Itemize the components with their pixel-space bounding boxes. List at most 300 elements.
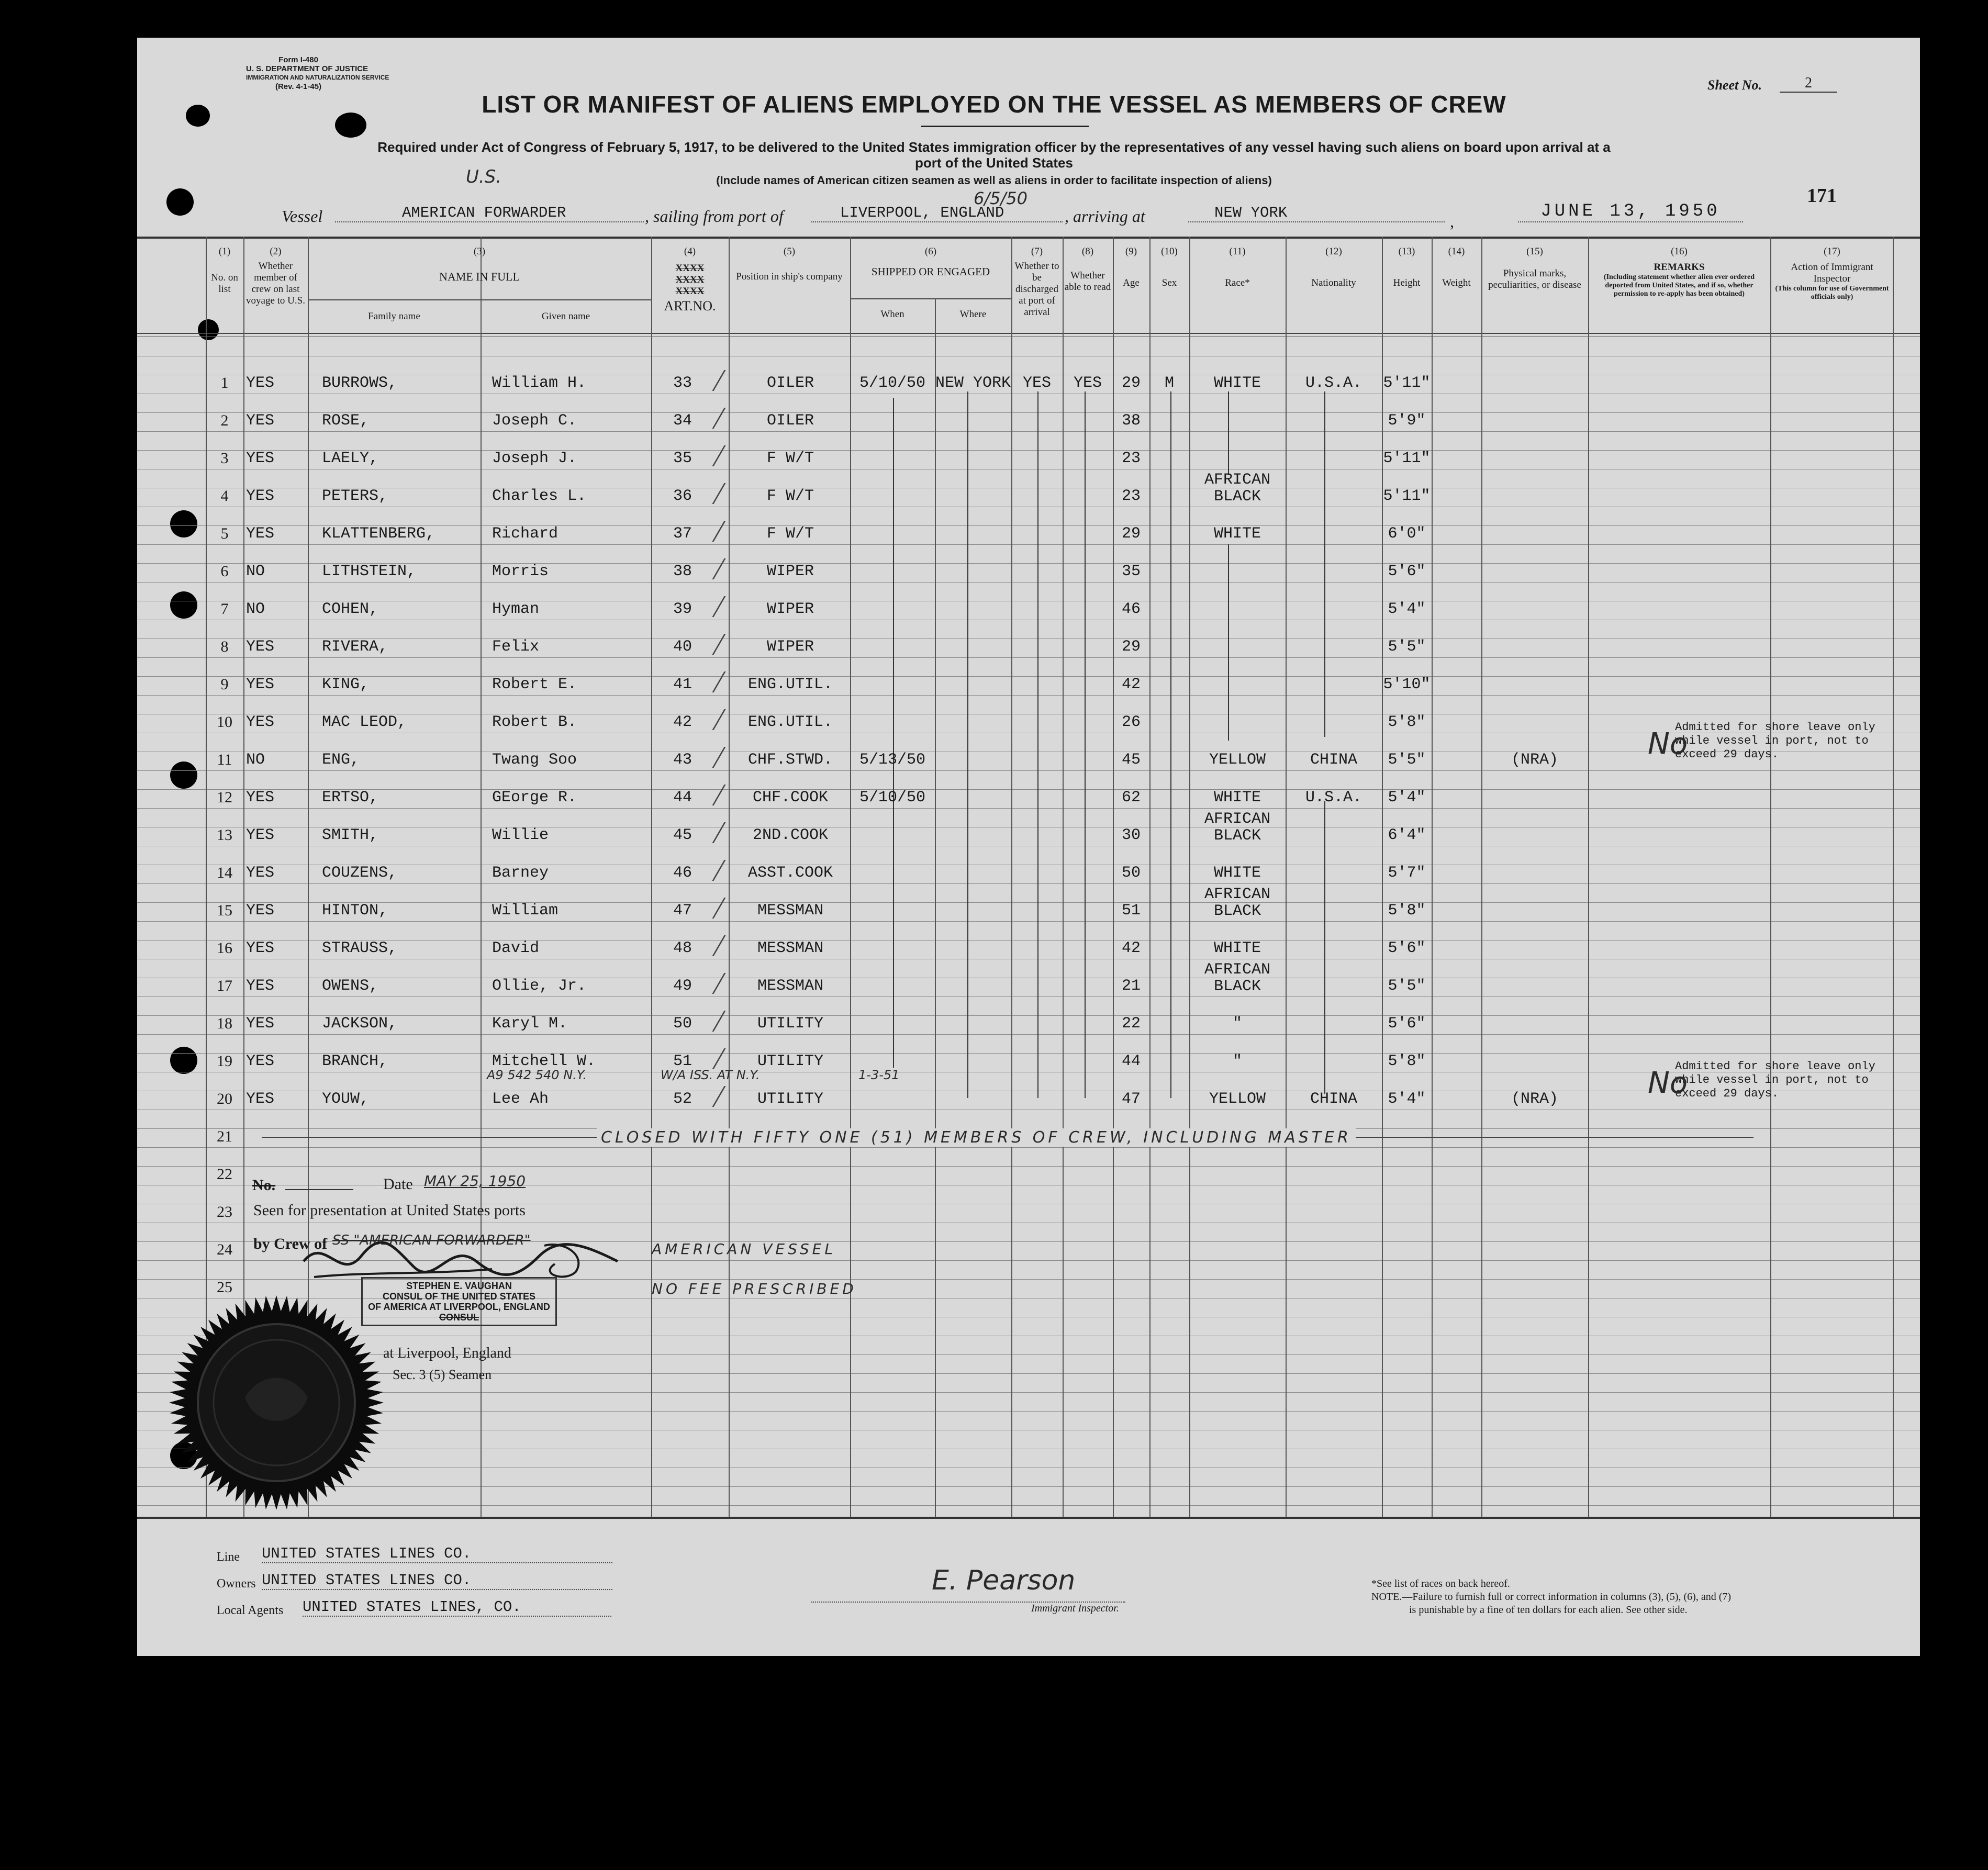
row-11-family: ENG, bbox=[322, 751, 360, 769]
row-19-art: 51 bbox=[673, 1052, 692, 1070]
footer-owners-label: Owners bbox=[217, 1577, 256, 1591]
row-10-age: 26 bbox=[1121, 713, 1141, 731]
row-15-given: William bbox=[492, 902, 559, 920]
row-5-family: KLATTENBERG, bbox=[322, 525, 435, 543]
row-14-art: 46 bbox=[673, 864, 692, 882]
vessel-prefix-handwritten: U.S. bbox=[466, 166, 502, 187]
row-12-art: 44 bbox=[673, 789, 692, 807]
row-15-pos: MESSMAN bbox=[757, 902, 824, 920]
col-7-number: (7) bbox=[1031, 246, 1043, 257]
row-13-age: 30 bbox=[1121, 826, 1141, 844]
col-line bbox=[1286, 237, 1287, 1517]
row-8-no: 8 bbox=[220, 638, 229, 655]
row-1-pos: OILER bbox=[766, 374, 814, 392]
row-14-pos: ASST.COOK bbox=[747, 864, 833, 882]
row-7-no: 7 bbox=[220, 600, 229, 618]
row-number-25: 25 bbox=[217, 1279, 232, 1296]
row-13-no: 13 bbox=[217, 826, 232, 844]
row-9-last: YES bbox=[246, 676, 275, 693]
row-8-height: 5'5" bbox=[1388, 638, 1426, 656]
col-9-header bbox=[1113, 246, 1149, 289]
col-line bbox=[1481, 237, 1482, 1517]
row-1-nat: U.S.A. bbox=[1305, 374, 1362, 392]
row-16-no: 16 bbox=[217, 939, 232, 957]
col-line bbox=[1432, 237, 1433, 1517]
col-3-title: NAME IN FULL bbox=[439, 270, 520, 283]
row-6-no: 6 bbox=[220, 563, 229, 580]
col-2-number: (2) bbox=[270, 246, 282, 257]
row-6-given: Morris bbox=[492, 563, 549, 580]
row-1-where: NEW YORK bbox=[935, 374, 1011, 392]
col-8-header bbox=[1063, 246, 1113, 293]
row-20-given: Lee Ah bbox=[492, 1090, 549, 1108]
sailing-date-handwritten: 6/5/50 bbox=[974, 188, 1027, 208]
row-1-when: 5/10/50 bbox=[859, 374, 926, 392]
row-16-race: WHITE bbox=[1213, 939, 1261, 957]
row-5-no: 5 bbox=[220, 525, 229, 542]
row-17-art: 49 bbox=[673, 977, 692, 995]
col-line bbox=[1011, 237, 1012, 1517]
col-3-header bbox=[308, 246, 651, 283]
row-16-family: STRAUSS, bbox=[322, 939, 398, 957]
row-2-art: 34 bbox=[673, 412, 692, 430]
col-4-title: ART.NO. bbox=[664, 298, 716, 313]
header-bottom-rule-2 bbox=[137, 336, 1920, 337]
row-3-given: Joseph J. bbox=[492, 450, 577, 467]
col-16-number: (16) bbox=[1671, 246, 1688, 257]
row-5-last: YES bbox=[246, 525, 275, 543]
row-1-read: YES bbox=[1073, 374, 1102, 392]
row-9-no: 9 bbox=[220, 676, 229, 693]
row-18-last: YES bbox=[246, 1015, 275, 1033]
row-15-height: 5'8" bbox=[1388, 902, 1426, 920]
col-9-title: Age bbox=[1123, 277, 1140, 288]
consul-role: CONSUL bbox=[439, 1312, 479, 1323]
ruled-line bbox=[137, 657, 1920, 658]
row-13-last: YES bbox=[246, 826, 275, 844]
row-2-pos: OILER bbox=[766, 412, 814, 430]
row-19-pos: UTILITY bbox=[757, 1052, 824, 1070]
row-15-race: AFRICAN BLACK bbox=[1204, 886, 1271, 920]
col-2-title: Whether member of crew on last voyage to U.S. bbox=[246, 261, 305, 306]
row-19-last: YES bbox=[246, 1052, 275, 1070]
row-11-pos: CHF.STWD. bbox=[747, 751, 833, 769]
name-subheader-rule bbox=[308, 299, 651, 300]
handwritten-no-mark: No bbox=[1648, 1066, 1688, 1100]
shipped-subheader-rule bbox=[850, 298, 1011, 299]
row-14-race: WHITE bbox=[1213, 864, 1261, 882]
footer-line-value: UNITED STATES LINES CO. bbox=[262, 1545, 612, 1563]
row-17-age: 21 bbox=[1121, 977, 1141, 995]
row-20-family: YOUW, bbox=[322, 1090, 370, 1108]
ruled-line bbox=[137, 695, 1920, 696]
row-12-height: 5'4" bbox=[1388, 789, 1426, 807]
col-line bbox=[1588, 237, 1589, 1517]
col-line bbox=[1063, 237, 1064, 1517]
col-15-title: Physical marks, peculiarities, or disease bbox=[1488, 268, 1581, 290]
sailing-label: , sailing from port of bbox=[645, 207, 784, 226]
row-17-pos: MESSMAN bbox=[757, 977, 824, 995]
row-10-no: 10 bbox=[217, 713, 232, 731]
row-15-family: HINTON, bbox=[322, 902, 388, 920]
certification-line-2: by Crew of bbox=[253, 1235, 328, 1252]
ruled-line bbox=[137, 1505, 1920, 1506]
ditto-line bbox=[1228, 391, 1229, 475]
col-15-header bbox=[1487, 246, 1583, 291]
row-8-age: 29 bbox=[1121, 638, 1141, 656]
row-5-given: Richard bbox=[492, 525, 559, 543]
row-18-race: " bbox=[1232, 1015, 1242, 1033]
row-9-age: 42 bbox=[1121, 676, 1141, 693]
col-11-title: Race* bbox=[1225, 277, 1250, 288]
row-19-race: " bbox=[1232, 1052, 1242, 1070]
row-19-age: 44 bbox=[1121, 1052, 1141, 1070]
row-9-height: 5'10" bbox=[1383, 676, 1431, 693]
row-14-last: YES bbox=[246, 864, 275, 882]
row-9-given: Robert E. bbox=[492, 676, 577, 693]
struck-text: XXXX bbox=[675, 263, 705, 274]
row-17-no: 17 bbox=[217, 977, 232, 994]
consul-stamp bbox=[361, 1277, 557, 1326]
certification-vessel: SS "AMERICAN FORWARDER" bbox=[332, 1233, 531, 1248]
col-5-header bbox=[729, 246, 850, 283]
row-16-age: 42 bbox=[1121, 939, 1141, 957]
row-2-last: YES bbox=[246, 412, 275, 430]
row-20-remark: Admitted for shore leave only while vessel in port, not to exceed 29 days. bbox=[1675, 1060, 1875, 1100]
arrival-port: NEW YORK bbox=[1188, 204, 1445, 222]
vessel-name: AMERICAN FORWARDER bbox=[335, 204, 644, 222]
punch-hole bbox=[170, 1047, 197, 1074]
col-13-header bbox=[1382, 246, 1432, 289]
punch-hole bbox=[166, 188, 194, 216]
when-header: When bbox=[880, 309, 904, 320]
row-18-height: 5'6" bbox=[1388, 1015, 1426, 1033]
row-18-family: JACKSON, bbox=[322, 1015, 398, 1033]
departure-port: LIVERPOOL, ENGLAND bbox=[811, 204, 1063, 222]
row-12-no: 12 bbox=[217, 789, 232, 806]
row-14-no: 14 bbox=[217, 864, 232, 881]
row-17-last: YES bbox=[246, 977, 275, 995]
row-7-given: Hyman bbox=[492, 600, 540, 618]
row-1-sex: M bbox=[1164, 374, 1174, 392]
row-20-race: YELLOW bbox=[1209, 1090, 1266, 1108]
row-17-race: AFRICAN BLACK bbox=[1204, 961, 1271, 995]
row-19-note: A9 542 540 N.Y. bbox=[487, 1068, 587, 1082]
row-13-given: Willie bbox=[492, 826, 549, 844]
row-12-when: 5/10/50 bbox=[859, 789, 926, 807]
row-13-height: 6'4" bbox=[1388, 826, 1426, 844]
ruled-line bbox=[137, 431, 1920, 432]
row-3-no: 3 bbox=[220, 450, 229, 467]
note-line-1: NOTE.—Failure to furnish full or correct information in columns (3), (5), (6), and (7) bbox=[1371, 1591, 1732, 1603]
col-15-number: (15) bbox=[1526, 246, 1543, 257]
row-15-last: YES bbox=[246, 902, 275, 920]
ruled-line bbox=[137, 544, 1920, 545]
row-12-race: WHITE bbox=[1213, 789, 1261, 807]
col-14-number: (14) bbox=[1448, 246, 1465, 257]
row-2-family: ROSE, bbox=[322, 412, 370, 430]
col-17-header bbox=[1772, 246, 1892, 301]
ruled-line bbox=[137, 921, 1920, 922]
row-11-marks: (NRA) bbox=[1511, 751, 1558, 769]
inspector-signature: E. Pearson bbox=[932, 1565, 1076, 1596]
certification-no-field bbox=[285, 1189, 353, 1190]
row-11-when: 5/13/50 bbox=[859, 751, 926, 769]
row-4-last: YES bbox=[246, 487, 275, 505]
inspector-label: Immigrant Inspector. bbox=[1031, 1603, 1119, 1614]
page-number: 171 bbox=[1807, 185, 1837, 207]
row-5-height: 6'0" bbox=[1388, 525, 1426, 543]
sheet-number-label: Sheet No. bbox=[1707, 77, 1762, 93]
col-4-number: (4) bbox=[684, 246, 696, 257]
col-12-number: (12) bbox=[1325, 246, 1342, 257]
col-9-number: (9) bbox=[1125, 246, 1137, 257]
closing-note: CLOSED WITH FIFTY ONE (51) MEMBERS OF CREW, INCLUDING MASTER bbox=[597, 1128, 1356, 1147]
row-5-age: 29 bbox=[1121, 525, 1141, 543]
row-4-family: PETERS, bbox=[322, 487, 388, 505]
footer-agents-label: Local Agents bbox=[217, 1604, 284, 1617]
footer-owners-value: UNITED STATES LINES CO. bbox=[262, 1572, 612, 1590]
col-10-title: Sex bbox=[1161, 277, 1177, 288]
col-2-header bbox=[243, 246, 308, 307]
row-2-age: 38 bbox=[1121, 412, 1141, 430]
handwritten-no-mark: No bbox=[1648, 727, 1688, 761]
ruled-line bbox=[137, 1392, 1920, 1393]
ditto-line bbox=[1228, 544, 1229, 741]
row-7-height: 5'4" bbox=[1388, 600, 1426, 618]
row-20-age: 47 bbox=[1121, 1090, 1141, 1108]
row-4-pos: F W/T bbox=[766, 487, 814, 505]
row-13-art: 45 bbox=[673, 826, 692, 844]
row-18-pos: UTILITY bbox=[757, 1015, 824, 1033]
where-header: Where bbox=[959, 309, 987, 320]
row-1-race: WHITE bbox=[1213, 374, 1261, 392]
punch-hole bbox=[170, 591, 197, 619]
stamp-american-vessel: AMERICAN VESSEL bbox=[652, 1240, 836, 1258]
consular-seal bbox=[166, 1293, 386, 1513]
row-4-no: 4 bbox=[220, 487, 229, 505]
service: IMMIGRATION AND NATURALIZATION SERVICE bbox=[246, 74, 389, 81]
col-10-number: (10) bbox=[1161, 246, 1178, 257]
subtitle-line-2: port of the United States bbox=[915, 155, 1073, 171]
row-1-height: 5'11" bbox=[1383, 374, 1431, 392]
col-11-header bbox=[1189, 246, 1286, 289]
col-13-title: Height bbox=[1393, 277, 1421, 288]
ruled-line bbox=[137, 1486, 1920, 1487]
title-rule bbox=[921, 126, 1089, 127]
consul-title-1: CONSUL OF THE UNITED STATES bbox=[382, 1291, 535, 1302]
table-bottom-rule bbox=[137, 1517, 1920, 1519]
col-12-header bbox=[1286, 246, 1382, 289]
row-20-pos: UTILITY bbox=[757, 1090, 824, 1108]
ditto-line bbox=[1170, 391, 1171, 1098]
row-20-art: 52 bbox=[673, 1090, 692, 1108]
row-3-art: 35 bbox=[673, 450, 692, 467]
row-19-given: Mitchell W. bbox=[492, 1052, 596, 1070]
row-12-family: ERTSO, bbox=[322, 789, 379, 807]
col-5-title: Position in ship's company bbox=[736, 271, 843, 282]
row-1-family: BURROWS, bbox=[322, 374, 398, 392]
col-17-subtitle: (This column for use of Government officials only) bbox=[1775, 285, 1889, 301]
certification-date: MAY 25, 1950 bbox=[424, 1172, 526, 1190]
row-9-art: 41 bbox=[673, 676, 692, 693]
col-6-title: SHIPPED OR ENGAGED bbox=[871, 265, 990, 278]
row-15-age: 51 bbox=[1121, 902, 1141, 920]
row-3-pos: F W/T bbox=[766, 450, 814, 467]
col-12-title: Nationality bbox=[1311, 277, 1356, 288]
row-19-art-note: W/A ISS. AT N.Y. bbox=[661, 1068, 760, 1082]
row-7-family: COHEN, bbox=[322, 600, 379, 618]
consul-title-2: OF AMERICA AT LIVERPOOL, ENGLAND bbox=[368, 1302, 550, 1312]
arrival-date: JUNE 13, 1950 bbox=[1518, 201, 1743, 222]
col-1-number: (1) bbox=[218, 246, 231, 257]
arriving-label: , arriving at bbox=[1065, 207, 1145, 226]
col-6-header bbox=[850, 246, 1011, 277]
row-8-family: RIVERA, bbox=[322, 638, 388, 656]
row-8-art: 40 bbox=[673, 638, 692, 656]
punch-hole bbox=[170, 510, 197, 538]
row-number-21: 21 bbox=[217, 1128, 232, 1145]
row-20-marks: (NRA) bbox=[1511, 1090, 1558, 1108]
row-1-last: YES bbox=[246, 374, 275, 392]
col-line bbox=[729, 237, 730, 1517]
row-17-family: OWENS, bbox=[322, 977, 379, 995]
row-11-no: 11 bbox=[217, 751, 232, 768]
ditto-line bbox=[893, 398, 894, 1068]
row-20-height: 5'4" bbox=[1388, 1090, 1426, 1108]
col-line bbox=[935, 298, 936, 1517]
row-3-family: LAELY, bbox=[322, 450, 379, 467]
row-10-family: MAC LEOD, bbox=[322, 713, 407, 731]
ditto-line bbox=[967, 391, 968, 1098]
form-id: Form I-480 bbox=[278, 55, 318, 64]
row-4-race: AFRICAN BLACK bbox=[1204, 471, 1271, 506]
row-13-race: AFRICAN BLACK bbox=[1204, 810, 1271, 845]
row-5-pos: F W/T bbox=[766, 525, 814, 543]
row-4-age: 23 bbox=[1121, 487, 1141, 505]
punch-hole bbox=[198, 319, 219, 340]
row-18-given: Karyl M. bbox=[492, 1015, 568, 1033]
row-14-family: COUZENS, bbox=[322, 864, 398, 882]
row-16-pos: MESSMAN bbox=[757, 939, 824, 957]
row-6-family: LITHSTEIN, bbox=[322, 563, 417, 580]
col-16-title: REMARKS bbox=[1654, 262, 1705, 273]
ruled-line bbox=[137, 1411, 1920, 1412]
subtitle-line-1: Required under Act of Congress of February 5, 1917, to be delivered to the United States immigration officer by the representatives of any vessel having such aliens on board upon arrival at a bbox=[377, 139, 1611, 155]
row-6-pos: WIPER bbox=[766, 563, 814, 580]
punch-hole bbox=[170, 762, 197, 789]
ditto-line bbox=[1324, 391, 1325, 737]
row-4-given: Charles L. bbox=[492, 487, 587, 505]
row-18-no: 18 bbox=[217, 1015, 232, 1032]
ruled-line bbox=[137, 808, 1920, 809]
col-line bbox=[1149, 237, 1151, 1517]
comma: , bbox=[1450, 212, 1454, 231]
subtitle-line-3: (Include names of American citizen seamen as well as aliens in order to facilitate inspection of aliens) bbox=[716, 174, 1272, 187]
row-1-age: 29 bbox=[1121, 374, 1141, 392]
row-2-given: Joseph C. bbox=[492, 412, 577, 430]
page-title: LIST OR MANIFEST OF ALIENS EMPLOYED ON THE VESSEL AS MEMBERS OF CREW bbox=[482, 91, 1506, 118]
ruled-line bbox=[137, 1147, 1920, 1148]
ruled-line bbox=[137, 1034, 1920, 1035]
row-13-family: SMITH, bbox=[322, 826, 379, 844]
certification-date-label: Date bbox=[383, 1175, 413, 1193]
consul-name: STEPHEN E. VAUGHAN bbox=[406, 1281, 512, 1291]
header-bottom-rule bbox=[137, 333, 1920, 334]
row-10-art: 42 bbox=[673, 713, 692, 731]
row-11-height: 5'5" bbox=[1388, 751, 1426, 769]
row-5-art: 37 bbox=[673, 525, 692, 543]
row-10-given: Robert B. bbox=[492, 713, 577, 731]
row-number-24: 24 bbox=[217, 1241, 232, 1258]
row-2-height: 5'9" bbox=[1388, 412, 1426, 430]
note-line-2: is punishable by a fine of ten dollars for each alien. See other side. bbox=[1409, 1604, 1688, 1616]
row-16-last: YES bbox=[246, 939, 275, 957]
row-19-no: 19 bbox=[217, 1052, 232, 1070]
row-6-last: NO bbox=[246, 563, 265, 580]
row-11-last: NO bbox=[246, 751, 265, 769]
col-10-header bbox=[1149, 246, 1189, 289]
row-9-pos: ENG.UTIL. bbox=[747, 676, 833, 693]
sheet-number: 2 bbox=[1780, 75, 1837, 93]
row-1-art: 33 bbox=[673, 374, 692, 392]
row-19-family: BRANCH, bbox=[322, 1052, 388, 1070]
race-note: *See list of races on back hereof. bbox=[1371, 1578, 1510, 1589]
row-15-no: 15 bbox=[217, 902, 232, 919]
row-7-age: 46 bbox=[1121, 600, 1141, 618]
certification-place: at Liverpool, England bbox=[383, 1345, 511, 1361]
col-17-title: Action of Immigrant Inspector bbox=[1791, 262, 1873, 284]
row-4-art: 36 bbox=[673, 487, 692, 505]
col-16-header bbox=[1593, 246, 1765, 298]
row-14-height: 5'7" bbox=[1388, 864, 1426, 882]
struck-text: XXXX bbox=[675, 286, 705, 297]
row-2-no: 2 bbox=[220, 412, 229, 429]
row-7-last: NO bbox=[246, 600, 265, 618]
row-11-given: Twang Soo bbox=[492, 751, 577, 769]
row-12-last: YES bbox=[246, 789, 275, 807]
certification-no-label: No. bbox=[252, 1177, 276, 1194]
row-11-race: YELLOW bbox=[1209, 751, 1266, 769]
given-name-header: Given name bbox=[541, 311, 590, 322]
row-12-age: 62 bbox=[1121, 789, 1141, 807]
col-3-number: (3) bbox=[473, 246, 486, 257]
row-3-age: 23 bbox=[1121, 450, 1141, 467]
form-id-block bbox=[246, 55, 389, 91]
row-14-age: 50 bbox=[1121, 864, 1141, 882]
row-6-height: 5'6" bbox=[1388, 563, 1426, 580]
col-1-title: No. on list bbox=[211, 272, 238, 295]
col-13-number: (13) bbox=[1398, 246, 1415, 257]
row-number-22: 22 bbox=[217, 1166, 232, 1183]
row-16-height: 5'6" bbox=[1388, 939, 1426, 957]
row-10-last: YES bbox=[246, 713, 275, 731]
row-11-nat: CHINA bbox=[1310, 751, 1357, 769]
col-14-title: Weight bbox=[1442, 277, 1471, 288]
row-12-given: GEorge R. bbox=[492, 789, 577, 807]
row-17-height: 5'5" bbox=[1388, 977, 1426, 995]
row-3-last: YES bbox=[246, 450, 275, 467]
row-12-pos: CHF.COOK bbox=[752, 789, 829, 807]
footer-line-label: Line bbox=[217, 1550, 240, 1564]
table-top-rule bbox=[137, 237, 1920, 239]
ruled-line bbox=[137, 883, 1920, 884]
row-18-age: 22 bbox=[1121, 1015, 1141, 1033]
row-3-height: 5'11" bbox=[1383, 450, 1431, 467]
row-7-art: 39 bbox=[673, 600, 692, 618]
col-16-subtitle: (Including statement whether alien ever ordered deported from United States, and if so, whether permission to re-apply has been obtained) bbox=[1603, 273, 1755, 298]
col-4-header bbox=[651, 246, 729, 312]
